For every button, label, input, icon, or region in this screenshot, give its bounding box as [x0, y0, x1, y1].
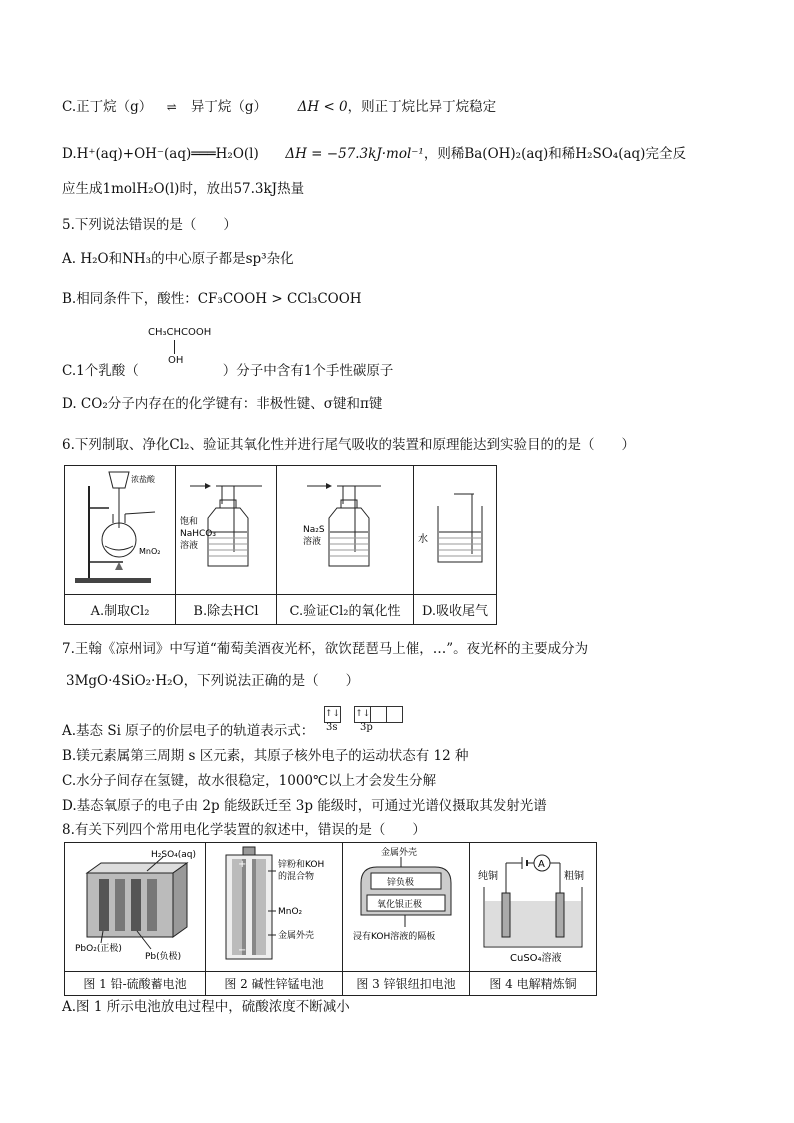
cuso4-label: CuSO₄溶液: [510, 953, 562, 964]
option-label: D.: [62, 146, 77, 162]
enthalpy: ΔH = −57.3kJ·mol⁻¹: [285, 146, 424, 162]
zn-koh-label-2: 的混合物: [278, 872, 315, 882]
q5-option-b: B.相同条件下，酸性：CF₃COOH > CCl₃COOH: [62, 291, 362, 307]
plus-sign: +: [238, 859, 247, 870]
q8-device-table: [64, 842, 597, 996]
q7-option-a: A.基态 Si 原子的价层电子的轨道表示式：: [62, 723, 315, 739]
gas-bottle-icon: [277, 466, 413, 590]
option-d-rest: ，则稀Ba(OH)₂(aq)和稀H₂SO₄(aq)完全反: [423, 146, 686, 162]
q7-option-d: D.基态氧原子的电子由 2p 能级跃迁至 3p 能级时，可通过光谱仪摄取其发射光谱: [62, 798, 547, 814]
q7-stem-1: 7.王翰《凉州词》中写道“葡萄美酒夜光杯，欲饮琵琶马上催，…”。夜光杯的主要成分为: [62, 641, 589, 657]
apparatus-a: [65, 466, 176, 595]
na2s-label-2: 溶液: [303, 537, 322, 547]
pbo2-label: PbO₂(正极): [75, 944, 122, 954]
option-label: C.: [62, 99, 77, 115]
device-4: [470, 843, 597, 972]
q5-option-a: A. H₂O和NH₃的中心原子都是sp³杂化: [62, 251, 294, 267]
zn-neg-label: 锌负极: [387, 878, 415, 888]
alkaline-battery-icon: [206, 843, 342, 967]
caption-d: D.吸收尾气: [414, 595, 497, 625]
nahco3-label-2: NaHCO₃: [180, 529, 216, 539]
caption-c: C.验证Cl₂的氧化性: [277, 595, 414, 625]
option-c-pre: C.1个乳酸（: [62, 363, 139, 379]
orbital-label-3p: 3p: [360, 722, 373, 733]
nahco3-label-3: 溶液: [180, 541, 199, 551]
structure-bond: [174, 340, 175, 354]
separator-label: 浸有KOH溶液的隔板: [353, 932, 436, 942]
q5-option-d: D. CO₂分子内存在的化学键有：非极性键、σ键和π键: [62, 396, 383, 412]
gas-bottle-icon: [176, 466, 276, 590]
enthalpy: ΔH < 0: [297, 99, 348, 115]
q6-stem: 6.下列制取、净化Cl₂、验证其氧化性并进行尾气吸收的装置和原理能达到实验目的的是（ ）: [62, 437, 635, 453]
caption-fig4: 图 4 电解精炼铜: [470, 972, 597, 996]
orbital-3s: ↑↓: [324, 706, 341, 723]
pb-label: Pb(负极): [145, 952, 182, 962]
caption-fig3: 图 3 锌银纽扣电池: [343, 972, 470, 996]
apparatus-b: [176, 466, 277, 595]
equilibrium-arrow-icon: ⇌: [166, 100, 177, 114]
device-3: [343, 843, 470, 972]
h2so4-label: H₂SO₄(aq): [151, 850, 197, 860]
acid-label: 浓盐酸: [131, 475, 155, 484]
orbital-3p-3: [386, 706, 403, 723]
q5-option-c: [62, 362, 393, 380]
option-c-line: [62, 98, 496, 116]
caption-fig2: 图 2 碱性锌锰电池: [206, 972, 343, 996]
minus-sign: −: [238, 945, 247, 956]
shell-label-3: 金属外壳: [381, 848, 418, 858]
nahco3-label-1: 饱和: [180, 517, 199, 527]
pure-cu-label: 纯铜: [478, 871, 498, 882]
caption-a: A.制取Cl₂: [65, 595, 176, 625]
q7-stem-2: 3MgO·4SiO₂·H₂O，下列说法正确的是（ ）: [66, 673, 360, 689]
option-c-post: ）分子中含有1个手性碳原子: [222, 363, 394, 379]
orbital-3p-1: ↑↓: [354, 706, 371, 723]
na2s-label-1: Na₂S: [303, 525, 325, 535]
water-label: 水: [418, 534, 428, 545]
ag2o-pos-label: 氧化银正极: [377, 900, 423, 910]
reactant: 正丁烷（g）: [76, 99, 153, 115]
zn-koh-label-1: 锌粉和KOH: [278, 860, 325, 870]
option-d-line2: 应生成1molH₂O(l)时，放出57.3kJ热量: [62, 181, 305, 197]
q8-option-a: A.图 1 所示电池放电过程中，硫酸浓度不断减小: [62, 999, 350, 1015]
apparatus-d: [414, 466, 497, 595]
beaker-icon: [414, 466, 496, 590]
orbital-diagram: [324, 704, 403, 723]
q5-stem: 5.下列说法错误的是（ ）: [62, 217, 237, 233]
ammeter-icon: A: [538, 859, 545, 870]
conclusion: ，则正丁烷比异丁烷稳定: [347, 99, 497, 115]
caption-fig1: 图 1 铅-硫酸蓄电池: [65, 972, 206, 996]
button-cell-icon: [343, 843, 469, 967]
device-2: [206, 843, 343, 972]
mno2-label: MnO₂: [278, 907, 303, 917]
lead-acid-battery-icon: [65, 843, 205, 967]
mno2-label: MnO₂: [139, 547, 161, 556]
flask-apparatus-icon: [65, 466, 175, 590]
caption-b: B.除去HCl: [176, 595, 277, 625]
product: 异丁烷（g）: [190, 99, 268, 115]
equation: H⁺(aq)+OH⁻(aq)═══H₂O(l): [76, 146, 259, 162]
structure-top: CH₃CHCOOH: [148, 327, 212, 338]
structure-oh: OH: [168, 355, 184, 366]
apparatus-c: [277, 466, 414, 595]
crude-cu-label: 粗铜: [564, 871, 584, 882]
orbital-3p-2: [370, 706, 387, 723]
q7-option-c: C.水分子间存在氢键，故水很稳定，1000℃以上才会发生分解: [62, 773, 437, 789]
q7-option-b: B.镁元素属第三周期 s 区元素，其原子核外电子的运动状态有 12 种: [62, 748, 469, 764]
electrolysis-cell-icon: [470, 843, 596, 967]
option-d-line1: [62, 145, 686, 163]
device-1: [65, 843, 206, 972]
q6-apparatus-table: [64, 465, 497, 625]
orbital-label-3s: 3s: [326, 722, 338, 733]
q8-stem: 8.有关下列四个常用电化学装置的叙述中，错误的是（ ）: [62, 822, 426, 838]
shell-label-2: 金属外壳: [278, 931, 315, 941]
